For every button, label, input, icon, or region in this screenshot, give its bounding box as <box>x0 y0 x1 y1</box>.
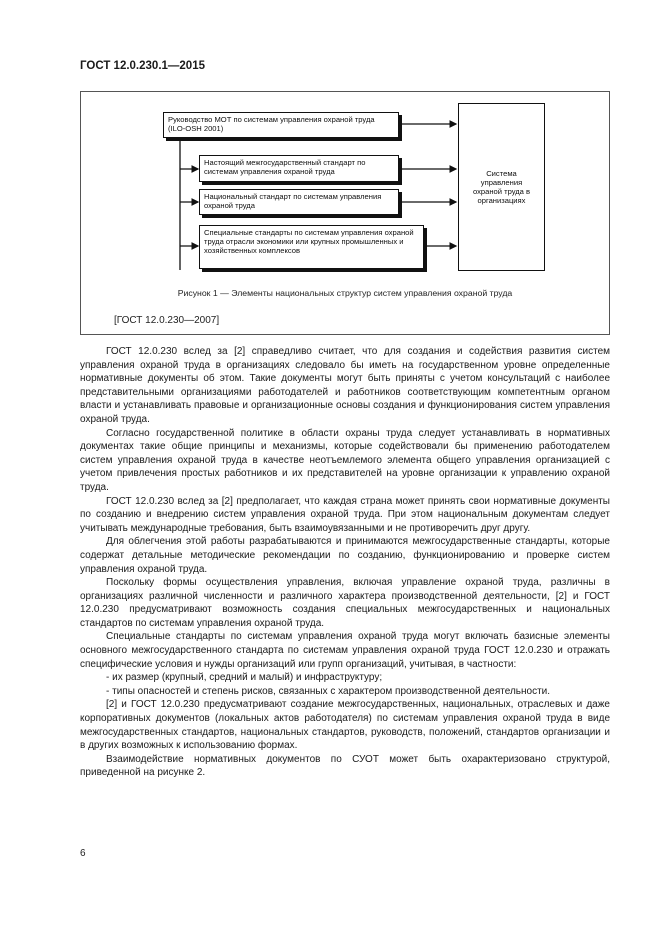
box-ilo-guidelines: Руководство МОТ по системам управления охраной труда (ILO-OSH 2001) <box>163 112 399 138</box>
figure-source: [ГОСТ 12.0.230—2007] <box>114 315 220 326</box>
list-item: - их размер (крупный, средний и малый) и инфраструктуру; <box>106 672 383 684</box>
page-number: 6 <box>80 848 86 859</box>
paragraph: Согласно государственной политике в области охраны труда следует устанавливать в нормативных документах такие общие принципы и механизмы, которые содействовали бы применению работодателем систем управления охраной труда в качестве неотъемлемого элемента общего управления организацией с учетом привлечения простых работников и их представителей на уровне организации к управлению охраной труда. <box>80 427 610 493</box>
box-oh-system <box>458 103 545 271</box>
paragraph: Взаимодействие нормативных документов по СУОТ может быть охарактеризовано структурой, приведенной на рисунке 2. <box>80 753 610 779</box>
box-interstate-standard: Настоящий межгосударственный стандарт по системам управления охраной труда <box>199 155 399 182</box>
figure-caption: Рисунок 1 — Элементы национальных структур систем управления охраной труда <box>177 288 513 298</box>
paragraph: Поскольку формы осуществления управления, включая управление охраной труда, различны в организациях различной численности и различного характера производственной деятельности, [2] и ГОСТ 12.0.230 предусматривают возможность создания специальных межгосударственных и национальных стандартов по системам управления охраной труда. <box>80 577 610 629</box>
body-text <box>80 345 610 780</box>
list-item: - типы опасностей и степень рисков, связанных с характером производственной деятельности. <box>106 685 551 697</box>
document-header: ГОСТ 12.0.230.1—2015 <box>80 60 205 72</box>
figure-frame <box>80 91 610 335</box>
paragraph: Специальные стандарты по системам управления охраной труда могут включать базисные элементы основного межгосударственного стандарта по системам управления охраной труда ГОСТ 12.0.230 и отражать специфические условия и нужды организаций или групп организаций, учитывая, в частности: <box>80 631 610 670</box>
box-national-standard: Национальный стандарт по системам управления охраной труда <box>199 189 399 215</box>
paragraph: Для облегчения этой работы разрабатываются и принимаются межгосударственные стандарты, которые содержат детальные методические рекомендации по созданию, функционированию и проверке систем управления охраной труда. <box>80 536 610 575</box>
box-oh-system-label: Система управления охраной труда в организациях <box>472 169 531 205</box>
paragraph: ГОСТ 12.0.230 вслед за [2] справедливо считает, что для создания и содействия развития систем управления охраной труда в организациях следовало бы иметь на государственном уровне определенные нормативные документы об этом. Такие документы могут быть приняты с учетом консультаций с наиболее представительными организациями работодателей и работников соответствующим компетентным органом власти и устанавливать правовые и организационные основы создания и функционирования систем управления охраной труда. <box>80 346 610 425</box>
paragraph: [2] и ГОСТ 12.0.230 предусматривают создание межгосударственных, национальных, отраслевых и даже корпоративных документов (локальных актов работодателя) по системам управления охраной труда в виде межгосударственных стандартов, национальных стандартов, руководств, положений, стандартов организации и в других возможных к использованию формах. <box>80 699 610 752</box>
paragraph: ГОСТ 12.0.230 вслед за [2] предполагает, что каждая страна может принять свои нормативные документы по созданию и внедрению систем управления охраной труда. При этом национальным документам следует учитывать международные требования, быть взаимоувязанными и не противоречить друг другу. <box>80 495 610 534</box>
box-special-standards: Специальные стандарты по системам управления охраной труда отрасли экономики или крупных промышленных и хозяйственных комплексов <box>199 225 424 269</box>
